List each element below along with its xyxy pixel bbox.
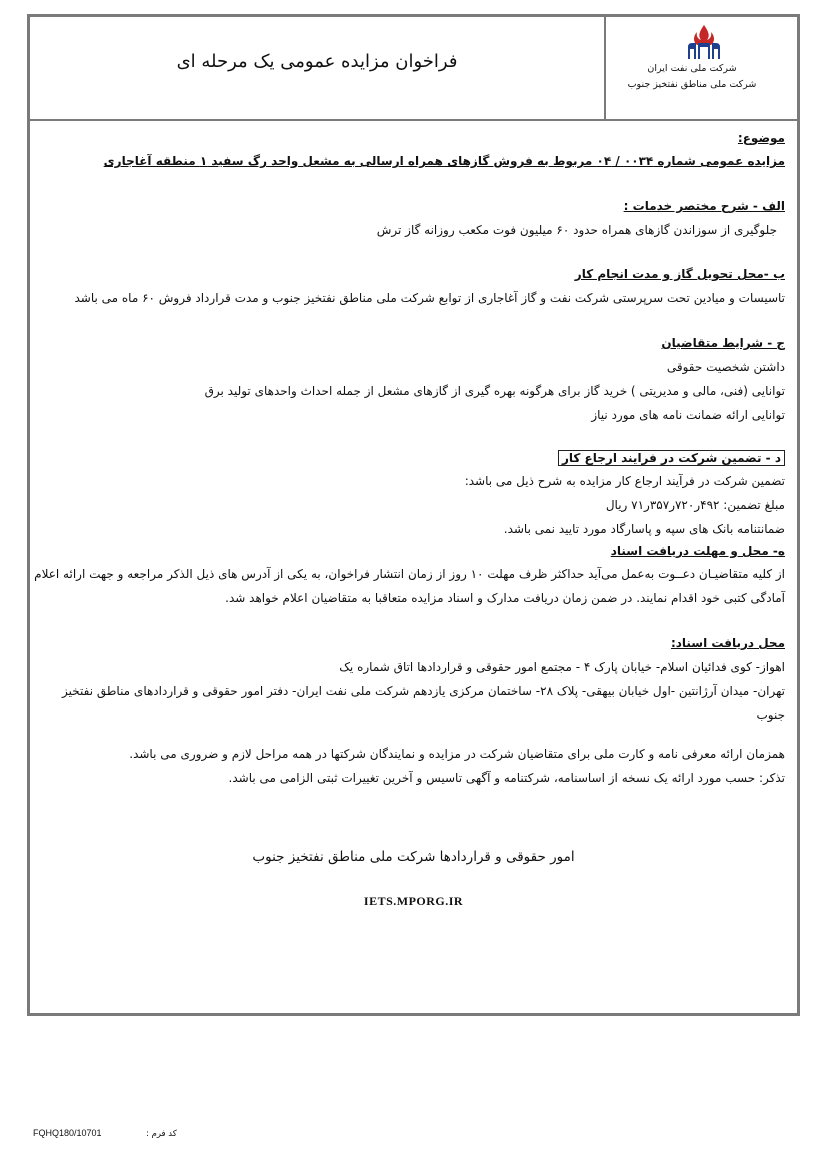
subject-text <box>42 152 785 170</box>
subject-label: موضوع: <box>737 131 785 145</box>
section-d-intro: تضمین شرکت در فرآیند ارجاع کار مزایده به شرح ذیل می باشد: <box>464 474 785 488</box>
address-tehran-cont: جنوب <box>756 708 785 722</box>
section-c-item: توانایی ارائه ضمانت نامه های مورد نیاز <box>591 408 785 422</box>
address-tehran: تهران- میدان آرژانتین -اول خیابان بیهقی- پلاک ۲۸- ساختمان مرکزی یازدهم شرکت ملی نفت ایران- دفتر امور حقوقی و قراردادهای مناطق نفتخیز <box>62 684 785 698</box>
nioc-logo-icon <box>684 23 724 61</box>
document-body <box>30 119 797 1013</box>
note-reminder: تذکر: حسب مورد ارائه یک نسخه از اساسنامه، شرکتنامه و آگهی تاسیس و آخرین تغییرات ثبتی الزامی می باشد. <box>228 771 785 785</box>
section-d-heading <box>42 449 785 467</box>
section-d-amount: مبلغ تضمین: ۴۹۲ر۷۲۰ر۳۵۷ر۷۱ ریال <box>605 498 785 512</box>
section-b-text: تاسیسات و میادین تحت سرپرستی شرکت نفت و گاز آغاجاری از توابع شرکت ملی مناطق نفتخیز جنوب و مدت قرارداد فروش ۶۰ ماه می باشد <box>74 291 785 305</box>
section-a-heading: الف - شرح مختصر خدمات : <box>623 199 785 213</box>
section-d-note: ضمانتنامه بانک های سپه و پاسارگاد مورد تایید نمی باشد. <box>503 522 785 536</box>
section-e-line2: آمادگی کتبی خود اقدام نمایند. در ضمن زمان دریافت مدارک و اسناد مزایده متعاقبا به متقاضیان اعلام خواهد شد. <box>225 591 785 605</box>
org-name-nioc: شرکت ملی نفت ایران <box>647 63 737 74</box>
subject-text-content: مزایده عمومی شماره ۰۰۳۴ / ۰۴ مربوط به فروش گازهای همراه ارسالی به مشعل واحد رگ سفید ۱ منطقه آغاجاری <box>103 154 785 168</box>
note-identification: همزمان ارائه معرفی نامه و کارت ملی برای متقاضیان شرکت در مزایده و نمایندگان شرکتها در همه مراحل لازم و ضروری می باشد. <box>129 747 785 761</box>
section-c-item: توانایی (فنی، مالی و مدیریتی ) خرید گاز برای هرگونه بهره گیری از گازهای مشعل از جمله احداث واحدهای تولید برق <box>204 384 785 398</box>
section-c-heading: ج - شرایط متقاضیان <box>661 336 785 350</box>
signature-block: امور حقوقی و قراردادها شرکت ملی مناطق نفتخیز جنوب <box>252 849 575 865</box>
section-d-heading-text: د - تضمین شرکت در فرایند ارجاع کار <box>558 450 785 466</box>
section-a-text: جلوگیری از سوزاندن گازهای همراه حدود ۶۰ میلیون فوت مکعب روزانه گاز ترش <box>376 223 777 237</box>
section-e-line1: از کلیه متقاضیـان دعــوت به‌عمل می‌آید حداکثر ظرف مهلت ۱۰ روز از زمان انتشار فراخوان، به یکی از آدرس های ذیل الذکر مراجعه و جهت ارائه اعلام <box>34 567 785 581</box>
address-ahvaz: اهواز- کوی فدائیان اسلام- خیابان پارک ۴ - مجتمع امور حقوقی و قراردادها اتاق شماره یک <box>339 660 785 674</box>
org-logo-cell <box>606 17 797 119</box>
document-header <box>30 17 797 121</box>
org-name-nisoc: شرکت ملی مناطق نفتخیز جنوب <box>627 79 757 90</box>
documents-location-heading: محل دریافت اسناد: <box>670 636 785 650</box>
form-code: FQHQ180/10701 <box>33 1128 102 1138</box>
document-frame <box>27 14 800 1016</box>
document-title: فراخوان مزایده عمومی یک مرحله ای <box>176 51 458 72</box>
section-c-item: داشتن شخصیت حقوقی <box>666 360 785 374</box>
form-code-label: کد فرم : <box>146 1129 177 1139</box>
website-address: IETS.MPORG.IR <box>363 894 464 908</box>
section-b-heading: ب -محل تحویل گاز و مدت انجام کار <box>574 267 785 281</box>
section-e-heading: ه- محل و مهلت دریافت اسناد <box>610 544 785 558</box>
